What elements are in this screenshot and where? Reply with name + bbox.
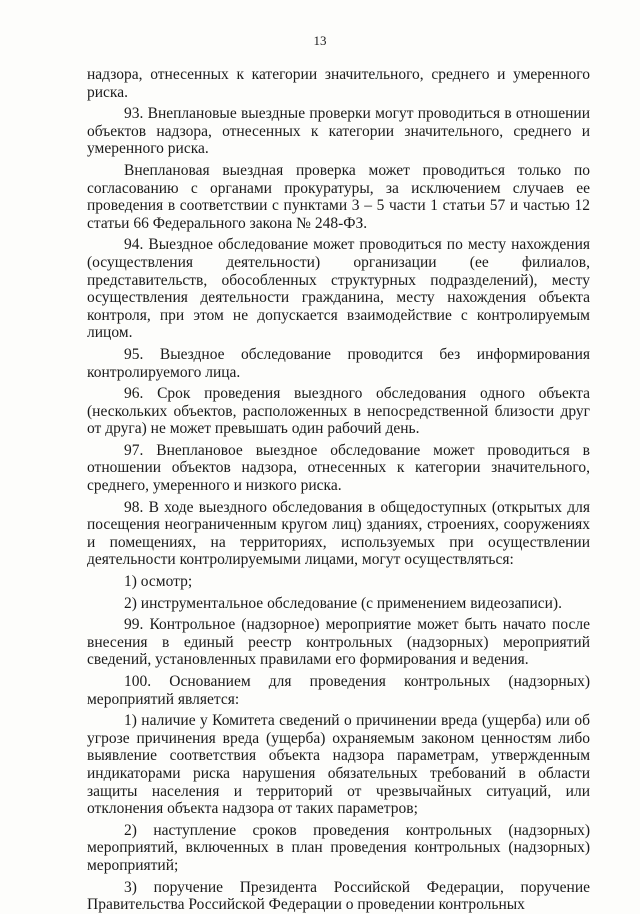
list-item-98-2: 2) инструментальное обследование (с применением видеозаписи). bbox=[124, 594, 562, 612]
paragraph-93: 93. Внеплановые выездные проверки могут проводиться в отношении объектов надзора, отнесенных к категории значительного, среднего и умеренного риска. bbox=[87, 105, 590, 158]
list-item-100-2: 2) наступление сроков проведения контрольных (надзорных) мероприятий, включенных в план проведения контрольных (надзорных) мероприятий; bbox=[87, 821, 590, 874]
list-item-98-1: 1) осмотр; bbox=[124, 573, 193, 591]
paragraph-99: 99. Контрольное (надзорное) мероприятие может быть начато после внесения в единый реестр контрольных (надзорных) мероприятий сведений, установленных правилами его формирования и ведения. bbox=[87, 616, 590, 669]
paragraph-100: 100. Основанием для проведения контрольных (надзорных) мероприятий является: bbox=[87, 673, 590, 708]
document-body bbox=[87, 66, 590, 914]
paragraph-95: 95. Выездное обследование проводится без информирования контролируемого лица. bbox=[87, 345, 590, 381]
paragraph-continuation: надзора, отнесенных к категории значительного, среднего и умеренного риска. bbox=[87, 66, 590, 101]
list-item-100-1: 1) наличие у Комитета сведений о причинении вреда (ущерба) или об угрозе причинения вреда (ущерба) охраняемым законом ценностям либо выявление соответствия объекта надзора параметрам, утвержденным индикаторами риска нарушения обязательных требований в области защиты населения и территорий от чрезвычайных ситуаций, или отклонения объекта надзора от таких параметров; bbox=[87, 712, 590, 818]
paragraph-93-note: Внеплановая выездная проверка может проводиться только по согласованию с органами прокуратуры, за исключением случаев ее проведения в соответствии с пунктами 3 – 5 части 1 статьи 57 и частью 12 статьи 66 Федерального закона № 248-ФЗ. bbox=[87, 161, 590, 232]
paragraph-96: 96. Срок проведения выездного обследования одного объекта (нескольких объектов, расположенных в непосредственной близости друг от друга) не может превышать один рабочий день. bbox=[87, 385, 590, 438]
paragraph-97: 97. Внеплановое выездное обследование может проводиться в отношении объектов надзора, отнесенных к категории значительного, среднего, умеренного и низкого риска. bbox=[87, 441, 590, 495]
paragraph-94: 94. Выездное обследование может проводиться по месту нахождения (осуществления деятельности) организации (ее филиалов, представительств, обособленных структурных подразделений), месту осуществления деятельности гражданина, месту нахождения объекта контроля, при этом не допускается взаимодействие с контролируемым лицом. bbox=[87, 236, 590, 342]
paragraph-98: 98. В ходе выездного обследования в общедоступных (открытых для посещения неограниченным кругом лиц) зданиях, строениях, сооружениях и помещениях, на территориях, используемых при осуществлении деятельности контролируемыми лицами, могут осуществляться: bbox=[87, 498, 590, 569]
list-item-100-3: 3) поручение Президента Российской Федерации, поручение Правительства Российской Федерации о проведении контрольных bbox=[87, 878, 590, 914]
page-number: 13 bbox=[313, 33, 327, 48]
